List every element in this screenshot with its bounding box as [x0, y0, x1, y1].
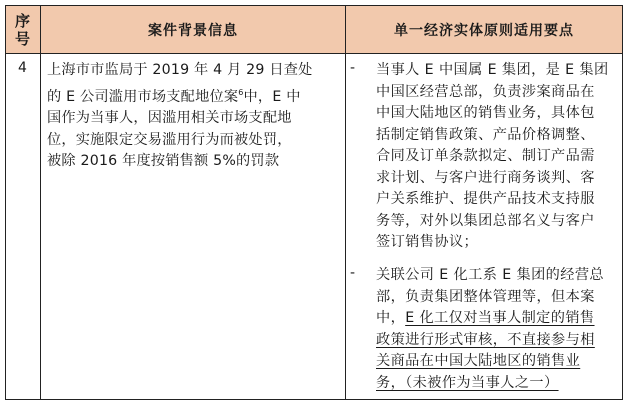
column-divider	[40, 6, 41, 399]
bullet-item-2: 关联公司 E 化工系 E 集团的经营总 部，负责集团整体管理等，但本案 中，E 化工仅对当事人制定的销售 政策进行形式审核，不直接参与相 关商品在中国大陆地区的销售业 务，（未被作为当事人之一）	[376, 265, 622, 394]
header-key-points: 单一经济实体原则适用要点	[394, 22, 574, 39]
case-line: 上海市市监局于 2019 年 4 月 29 日查处	[47, 62, 313, 78]
bullet-dash: -	[350, 265, 356, 281]
header-number-line2: 号	[14, 29, 31, 48]
bullet-item-1: 当事人 E 中国属 E 集团，是 E 集团 中国区经营总部，负责涉案商品在 中国大陆地区的销售业务，具体包 括制定销售政策、产品价格调整、 合同及订单条款拟定、制订产品需 求计划、与客户进行商务谈判、客 户关系维护、提供产品技术支持服 务等，对外以集团总部名义与客户 签订销售协议；	[376, 62, 609, 250]
header-case-background: 案件背景信息	[148, 22, 238, 39]
bullet-dash: -	[350, 60, 356, 76]
case-background-text	[47, 60, 347, 173]
footnote-marker: 6	[238, 87, 244, 97]
header-number	[6, 6, 40, 53]
case-line: 位，实施限定交易滥用行为而被处罚，	[47, 131, 292, 148]
case-line: 被除 2016 年度按销售额 5%的罚款	[47, 153, 280, 169]
header-number-line1: 序	[14, 11, 31, 30]
underlined-text: 政策进行形式审核，不直接参与相	[376, 331, 595, 348]
row-number: 4	[18, 60, 27, 76]
underlined-text: 关商品在中国大陆地区的销售业	[376, 353, 581, 369]
case-table	[5, 5, 623, 400]
underlined-text: E 化工仅对当事人制定的销售	[405, 310, 595, 326]
underlined-text: 务，（未被作为当事人之一）	[376, 374, 559, 391]
case-line: 国作为当事人，因滥用相关市场支配地	[47, 110, 292, 126]
case-line: 的 E 公司滥用市场支配地位案$^6$中，E 中	[47, 87, 301, 105]
